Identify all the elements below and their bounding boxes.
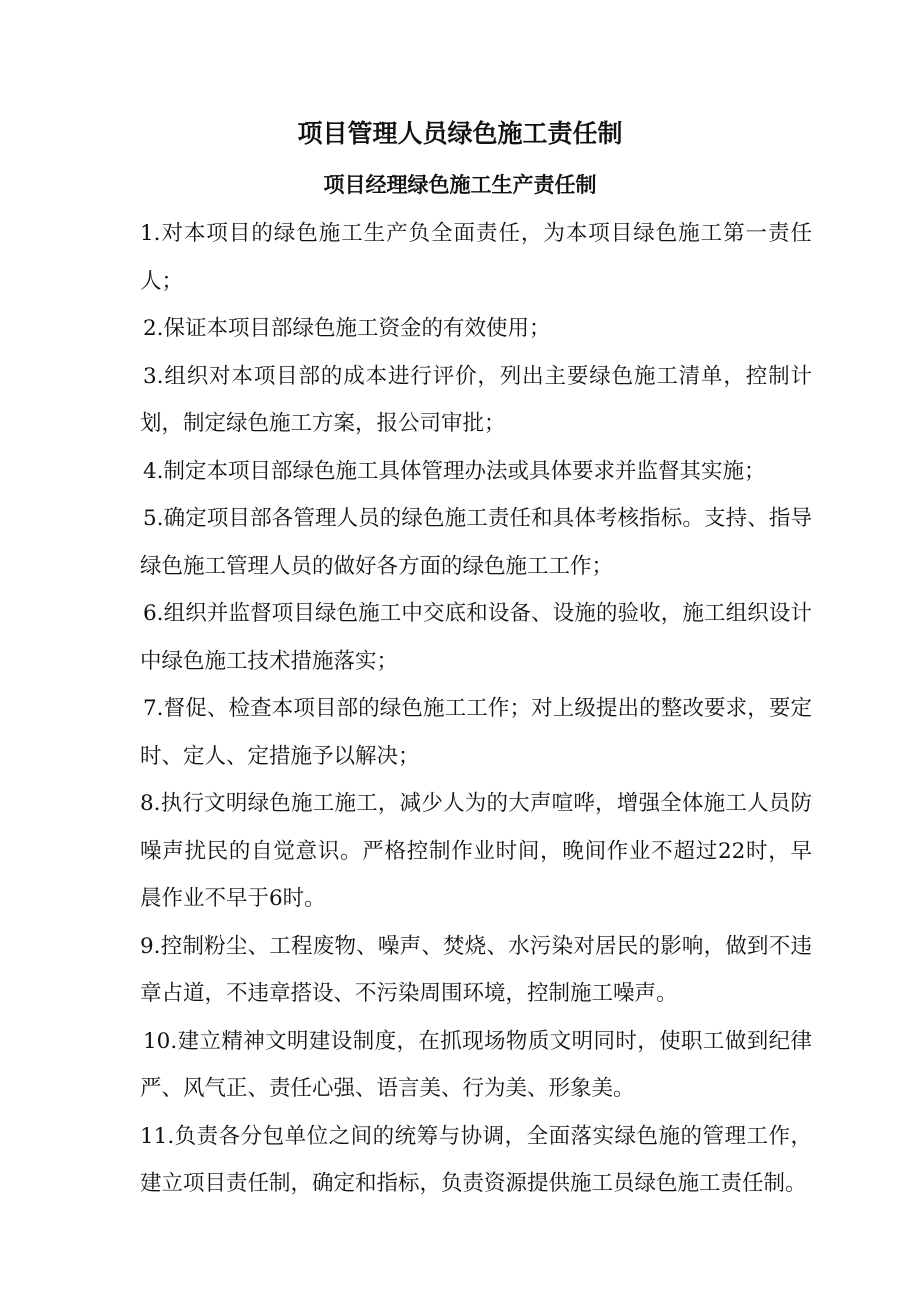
responsibility-item-5: 5.确定项目部各管理人员的绿色施工责任和具体考核指标。支持、指导绿色施工管理人员的做好各方面的绿色施工工作；: [140, 506, 812, 579]
responsibility-item-4: 4.制定本项目部绿色施工具体管理办法或具体要求并监督其实施；: [143, 458, 766, 484]
responsibility-item-10: 10.建立精神文明建设制度，在抓现场物质文明同时，使职工做到纪律严、风气正、责任心强、语言美、行为美、形象美。: [140, 1028, 812, 1101]
responsibility-item-3: 3.组织对本项目部的成本进行评价，列出主要绿色施工清单，控制计划，制定绿色施工方案，报公司审批；: [140, 363, 812, 436]
responsibility-item-2: 2.保证本项目部绿色施工资金的有效使用；: [143, 316, 551, 341]
responsibility-item-8: 8.执行文明绿色施工施工，减少人为的大声喧哗，增强全体施工人员防噪声扰民的自觉意识。严格控制作业时间，晚间作业不超过22时，早晨作业不早于6时。: [140, 791, 812, 911]
responsibility-item-6: 6.组织并监督项目绿色施工中交底和设备、设施的验收，施工组织设计中绿色施工技术措施落实；: [140, 601, 812, 674]
responsibility-item-1: 1.对本项目的绿色施工生产负全面责任，为本项目绿色施工第一责任人；: [140, 221, 812, 294]
responsibility-item-9: 9.控制粉尘、工程废物、噪声、焚烧、水污染对居民的影响，做到不违章占道，不违章搭设、不污染周围环境，控制施工噪声。: [140, 933, 812, 1006]
responsibility-list: [140, 210, 812, 1208]
document-subtitle: 项目经理绿色施工生产责任制: [323, 172, 597, 197]
responsibility-item-11: 11.负责各分包单位之间的统筹与协调，全面落实绿色施的管理工作，建立项目责任制，确定和指标，负责资源提供施工员绿色施工责任制。: [140, 1123, 812, 1196]
document-title: 项目管理人员绿色施工责任制: [297, 119, 623, 148]
responsibility-item-7: 7.督促、检查本项目部的绿色施工工作；对上级提出的整改要求，要定时、定人、定措施予以解决；: [140, 696, 812, 769]
